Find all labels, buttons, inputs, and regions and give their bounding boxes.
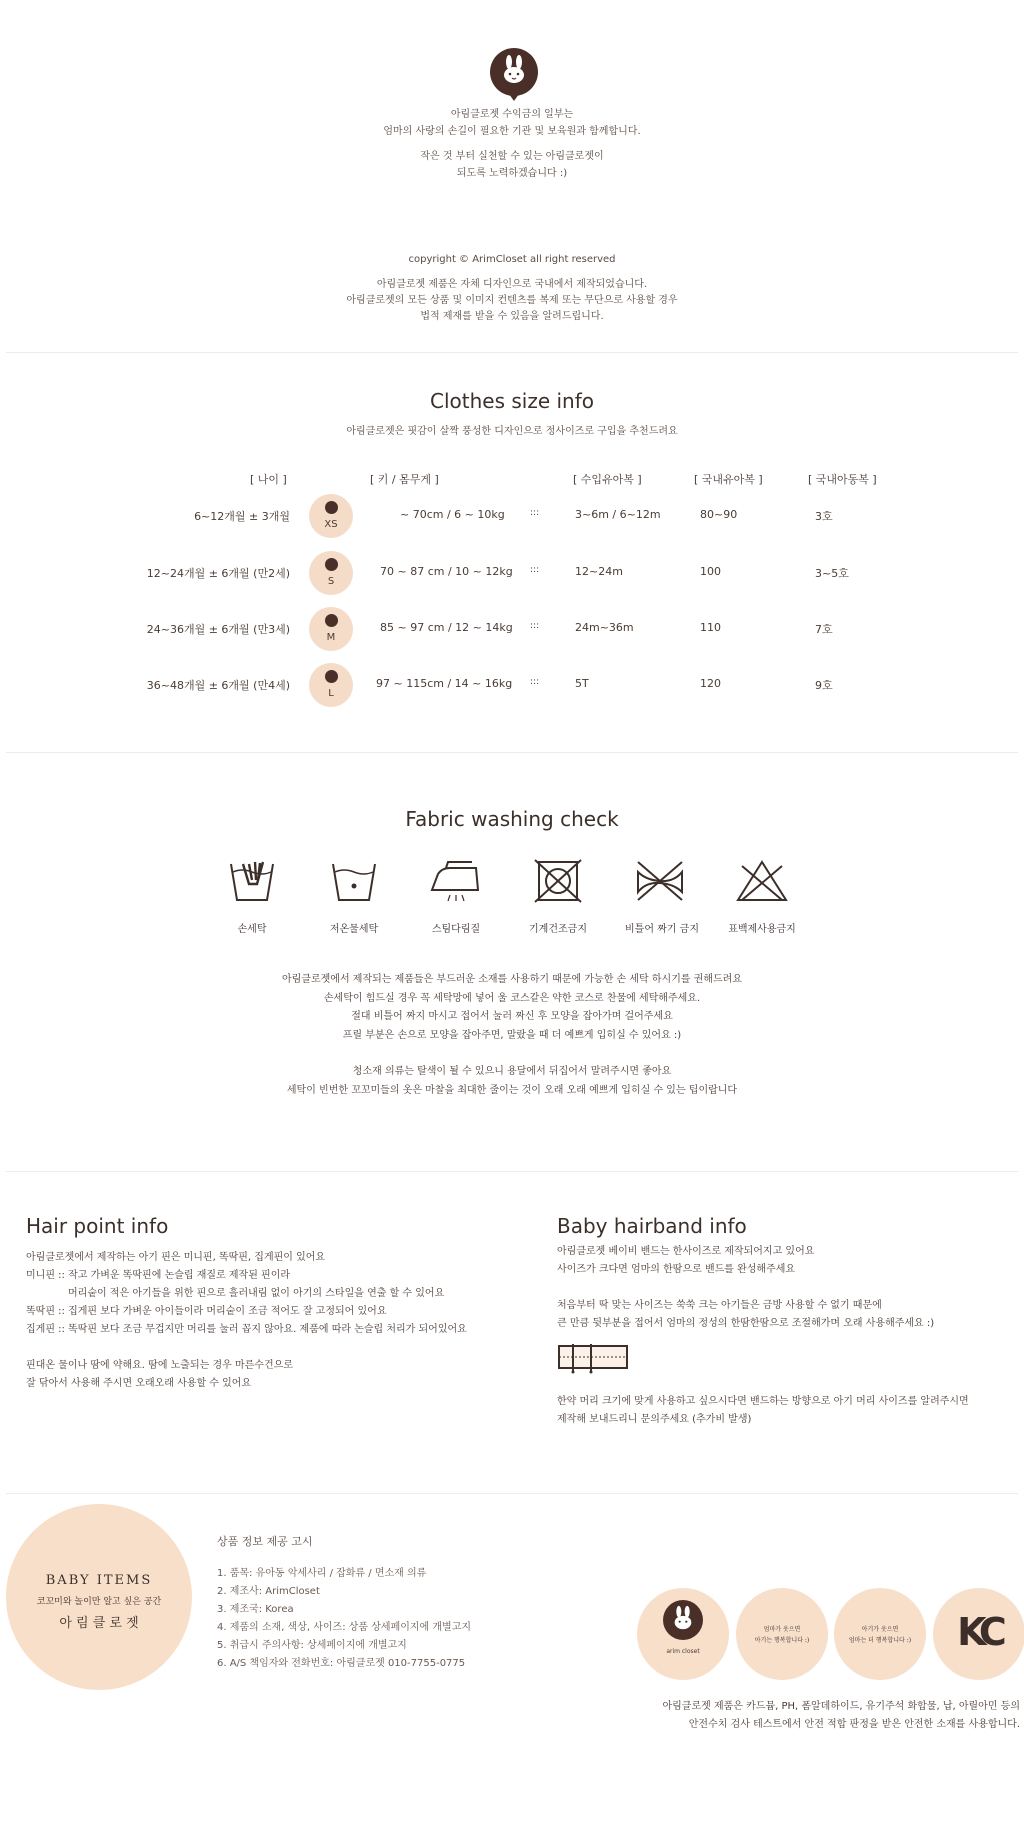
bunny-icon (325, 558, 338, 571)
size-info-subtitle: 아림클로젯은 핏감이 살짝 풍성한 디자인으로 정사이즈로 구입을 추천드려요 (346, 426, 678, 437)
washing-notes: 아림클로젯에서 제작되는 제품들은 부드러운 소재를 사용하기 때문에 가능한 손 세탁 하시기를 권해드려요 손세탁이 힘드실 경우 꼭 세탁망에 넣어 울 코스같은 약한 코스로 찬물에 세탁해주세요. 절대 비틀어 짜지 마시고 접어서 눌러 짜신 후 모양을 잡아가며 걸어주세요 프릴 부분은 손으로 모양을 잡아주면, 말랐을 때 더 예쁘게 입히실 수 있어요 :) 청소재 의류는 탈색이 될 수 있으니 용달에서 뒤집어서 말려주시면 좋아요 세탁이 빈번한 꼬꼬미들의 옷은 마찰을 최대한 줄이는 것이 오래 오래 예쁘게 입히실 수 있는 팁이랍니다 (281, 974, 742, 1096)
washing-title: Fabric washing check (405, 807, 619, 831)
hand-wash-icon (227, 858, 277, 904)
bunny-icon (325, 614, 338, 627)
no-wring-icon (632, 858, 688, 904)
wash-item: 기계건조금지 (523, 858, 593, 935)
brand-intro: 아림클로젯 수익금의 일부는 엄마의 사랑의 손길이 필요한 기관 및 보육원과 함께합니다. 작은 것 부터 실천할 수 있는 아림클로젯이 되도록 노력하겠습니다 :) (383, 109, 641, 179)
brand-circle: BABY ITEMS 코꼬미와 놀이만 알고 싶은 공간 아 림 클 로 젯 (6, 1504, 192, 1690)
notice-list: 1. 품목: 유아동 악세사리 / 잡화류 / 면소재 의류 2. 제조사: ArimCloset 3. 제조국: Korea 4. 제품의 소재, 색상, 사이즈: 상품 상세페이지에 개별고지 5. 취급시 주의사항: 상세페이지에 개별고지 6. A/S 책임자와 전화번호: 아림클로젯 010-7755-0775 (217, 1568, 472, 1669)
wash-item: 표백제사용금지 (727, 858, 797, 935)
wash-item: 손세탁 (217, 858, 287, 935)
notice-title: 상품 정보 제공 고시 (217, 1535, 313, 1548)
divider (6, 352, 1018, 353)
hair-point-text: 아림클로젯에서 제작하는 아기 핀은 미니핀, 똑딱핀, 집게핀이 있어요 미니핀 :: 작고 가벼운 똑딱핀에 논슬립 재질로 제작된 핀이라 머리숱이 적은 아기들을 위한 핀으로 흘러내림 없이 아기의 스타일을 연출 할 수 있어요 똑딱핀 :: 집게핀 보다 가벼운 아이들이라 머리숱이 조금 적어도 잘 고정되어 있어요 집게핀 :: 똑딱핀 보다 조금 무겁지만 머리를 눌러 꼽지 않아요. 제품에 따라 논슬립 처리가 되어있어요 핀대온 물이나 땀에 약해요. 땀에 노출되는 경우 마른수건으로 잘 닦아서 사용해 주시면 오래오래 사용할 수 있어요 (26, 1252, 467, 1389)
size-badge: M (309, 607, 353, 651)
brand-logo (490, 48, 538, 96)
hairband-text-2: 한약 머리 크기에 맞게 사용하고 싶으시다면 밴드하는 방향으로 아기 머리 사이즈를 알려주시면 제작해 보내드리니 문의주세요 (추가비 발생) (557, 1396, 969, 1425)
age-cell: 36~48개월 ± 6개월 (만4세) (146, 679, 290, 692)
age-cell: 12~24개월 ± 6개월 (만2세) (146, 567, 290, 580)
divider (6, 1171, 1018, 1172)
wash-item: 스팀다림질 (421, 858, 491, 935)
message-badge: 아기가 웃으면 엄마는 더 행복합니다 :) (834, 1588, 926, 1680)
bunny-icon (663, 1600, 703, 1640)
header-age: [ 나이 ] (250, 473, 287, 486)
size-badge: S (309, 551, 353, 595)
message-badge: 엄마가 웃으면 아기는 행복합니다 :) (736, 1588, 828, 1680)
copyright: copyright © ArimCloset all right reserved (408, 254, 616, 265)
divider (6, 752, 1018, 753)
wash-item: 저온물세탁 (319, 858, 389, 935)
no-bleach-icon (734, 858, 790, 904)
low-temp-wash-icon (329, 858, 379, 904)
size-info-title: Clothes size info (429, 389, 594, 413)
safety-notice: 아림클로젯 제품은 카드뮴, PH, 폼알데하이드, 유기주석 화합물, 납, 아릴아민 등의 안전수치 검사 테스트에서 안전 적합 판정을 받은 안전한 소재를 사용합니다. (662, 1701, 1020, 1730)
legal-notice: 아림클로젯 제품은 자체 디자인으로 국내에서 제작되었습니다. 아림클로젯의 모든 상품 및 이미지 컨텐츠를 복제 또는 무단으로 사용할 경우 법적 제재를 받을 수 있음을 알려드립니다. (346, 279, 678, 322)
size-badge: XS (309, 494, 353, 538)
bunny-icon (325, 670, 338, 683)
wash-item: 비틀어 짜기 금지 (625, 858, 695, 935)
age-cell: 24~36개월 ± 6개월 (만3세) (146, 623, 290, 636)
age-cell: 6~12개월 ± 3개월 (194, 510, 290, 523)
steam-iron-icon (428, 858, 484, 904)
hairband-text: 아림클로젯 베이비 밴드는 한사이즈로 제작되어지고 있어요 사이즈가 크다면 엄마의 한땀으로 밴드를 완성해주세요 처음부터 딱 맞는 사이즈는 쑥쑥 크는 아기들은 금방 사용할 수 없기 때문에 큰 만큼 뒷부분을 접어서 엄마의 정성의 한땀한땀으로 조절해가며 오래 사용해주세요 :) (557, 1246, 935, 1329)
hairband-illustration (557, 1342, 629, 1378)
header-domestic-kids: [ 국내아동복 ] (808, 473, 877, 486)
divider (6, 1493, 1018, 1494)
size-badge: L (309, 663, 353, 707)
hairband-icon (557, 1342, 629, 1374)
bunny-icon (325, 501, 338, 514)
header-import: [ 수입유아복 ] (573, 473, 642, 486)
hair-point-title: Hair point info (26, 1214, 169, 1238)
bunny-icon (490, 48, 538, 96)
header-height-weight: [ 키 / 몸무게 ] (370, 473, 439, 486)
kc-certification-icon: KC (957, 1610, 1001, 1654)
kc-badge (933, 1588, 1024, 1680)
no-tumble-dry-icon (533, 858, 583, 904)
hairband-title: Baby hairband info (557, 1214, 747, 1238)
brand-logo-badge: arim closet (637, 1588, 729, 1680)
header-domestic-baby: [ 국내유아복 ] (694, 473, 763, 486)
